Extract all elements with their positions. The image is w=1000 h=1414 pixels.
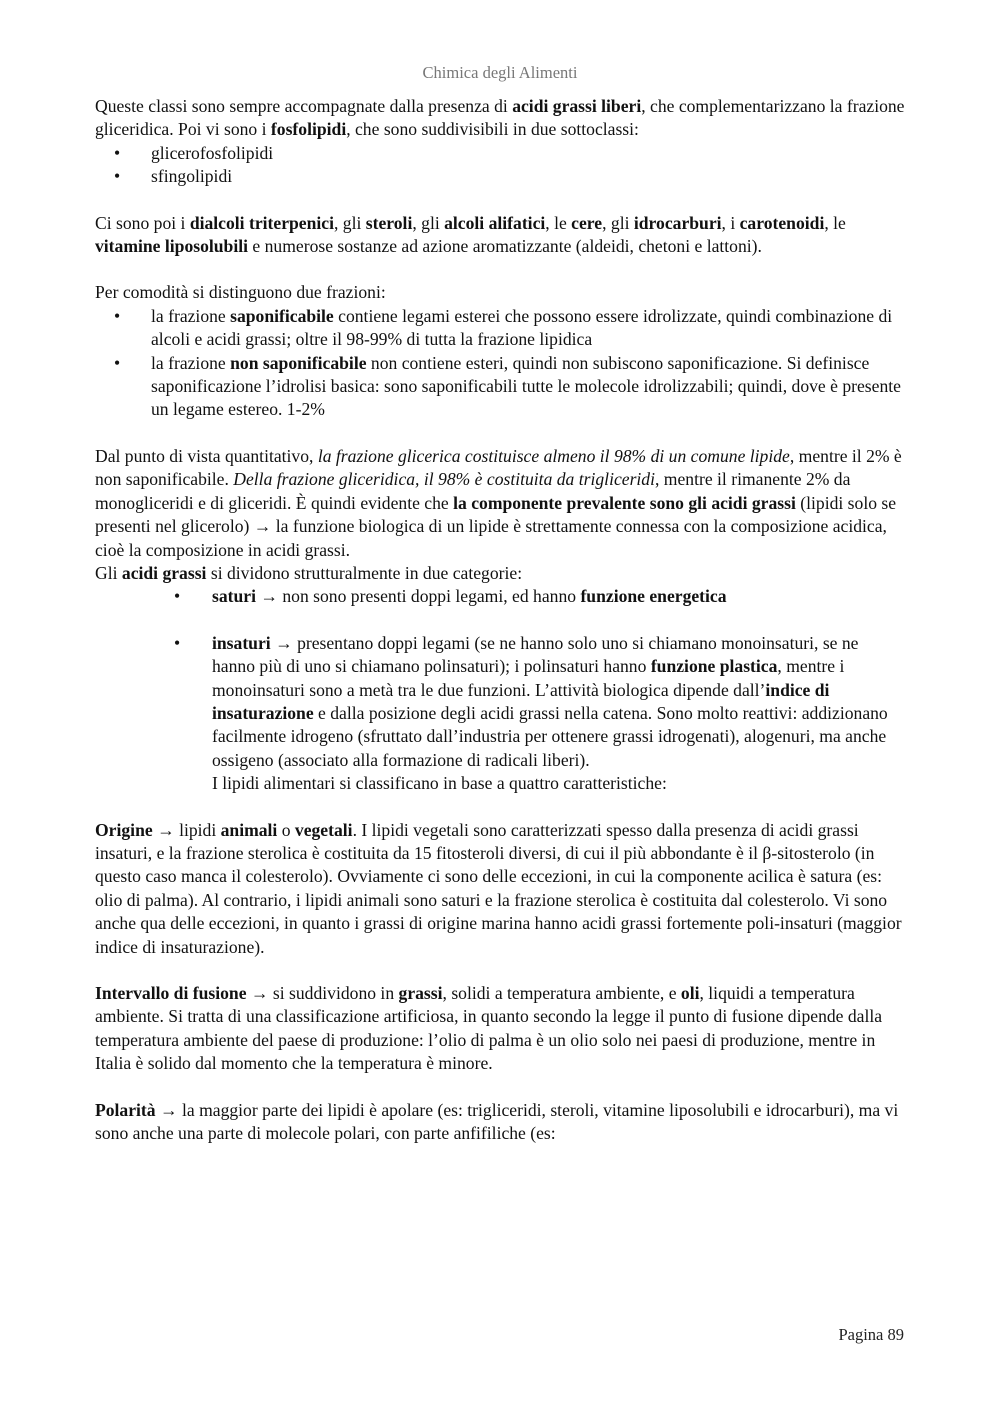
bold-term: cere [571, 212, 603, 233]
bold-term: vitamine liposolubili [95, 236, 249, 257]
bold-term: acidi grassi [121, 562, 207, 583]
paragraph-fatty-acids [95, 562, 905, 585]
bold-term: dialcoli triterpenici [189, 212, 334, 233]
bold-term: saturi [212, 586, 256, 607]
bold-term: indice di insaturazione [212, 679, 830, 723]
list-item [95, 352, 905, 422]
paragraph-polarity [95, 1099, 905, 1146]
spacer [95, 1076, 905, 1099]
text-span: . I lipidi vegetali sono caratterizzati spesso dalla presenza di acidi grassi insaturi, e la frazione sterolica è costituita da 15 fitosteroli diversi, di cui il più abbondante è il β-sitosterolo (in questo caso manca il colesterolo). Ovviamente ci sono delle eccezioni, in cui la componente acilica è satura (es: olio di palma). Al contrario, i lipidi animali sono saturi e la frazione sterolica è costituita dal colesterolo. Vi sono anche qua delle eccezioni, in quanto i grassi di origine marina hanno acidi grassi fortemente poli-insaturi (maggior indice di insaturazione). [95, 819, 902, 957]
list-item [95, 305, 905, 352]
list-item: • glicerofosfolipidi [95, 142, 905, 165]
bold-term: alcoli alifatici [444, 212, 546, 233]
italic-phrase: la frazione glicerica costituisce almeno il 98% di un comune lipide [317, 445, 790, 466]
text-span: → lipidi [152, 819, 221, 840]
bold-term: carotenoidi [739, 212, 825, 233]
spacer [95, 796, 905, 819]
text-span: la frazione [151, 352, 231, 373]
text-span: e dalla posizione degli acidi grassi nella catena. Sono molto reattivi: addizionano facilmente idrogeno (sfruttato dall’industria per ottenere grassi idrogenati), alogenuri, ma anche ossigeno (associato alla formazione di radicali liberi). [212, 702, 888, 770]
text-span: → si suddividono in [246, 983, 399, 1003]
bold-term: funzione energetica [580, 586, 727, 607]
paragraph-classification-intro: I lipidi alimentari si classificano in base a quattro caratteristiche: [212, 773, 667, 794]
text-span: , liquidi a temperatura ambiente. Si tratta di una classificazione artificiosa, in quanto secondo la legge il punto di fusione dipende dalla temperatura ambiente del paese di produzione: l’olio di palma è un olio solo nei paesi di produzione, mentre in Italia è solido dal momento che la temperatura è minore. [95, 983, 883, 1074]
bold-term: acidi grassi liberi [512, 96, 642, 116]
fatty-acid-categories-list [95, 585, 905, 608]
text-span: non contiene esteri, quindi non subiscono saponificazione. Si definisce saponificazione l’idrolisi basica: sono saponificabili tutte le molecole idrolizzabili; quindi, dove è presente un legame estereo. 1-2% [151, 352, 901, 420]
bold-term: saponificabile [230, 305, 334, 326]
phospholipid-subclass-list [95, 142, 905, 189]
text-span: , le [824, 212, 846, 233]
spacer [95, 422, 905, 445]
paragraph-melting-range [95, 982, 905, 1076]
text-span: , che complementarizzano la frazione gliceridica. Poi vi sono i [95, 96, 905, 140]
paragraph-intro [95, 95, 905, 142]
spacer [95, 189, 905, 212]
bold-term: oli [680, 983, 700, 1003]
text-span: , gli [412, 212, 445, 233]
bold-term: steroli [365, 212, 413, 233]
text-span: (lipidi solo se presenti nel glicerolo) → la funzione biologica di un lipide è strettamente connessa con la composizione acidica, cioè la composizione in acidi grassi. [95, 492, 897, 560]
text-span: , mentre il 2% è non saponificabile. [95, 445, 902, 490]
bold-term: animali [220, 819, 278, 840]
page-body [95, 95, 905, 1145]
text-span: , mentre i monoinsaturi sono a metà tra le due funzioni. L’attività biologica dipende dall’ [212, 656, 845, 700]
list-item [95, 632, 905, 772]
list-item: • sfingolipidi [95, 165, 905, 188]
text-span: la frazione [151, 305, 231, 326]
page-number: Pagina 89 [838, 1325, 904, 1344]
bold-term: fosfolipidi [270, 119, 347, 140]
paragraph-fractions-intro: Per comodità si distinguono due frazioni: [95, 282, 386, 303]
text-span: , gli [333, 212, 366, 233]
list-item [95, 585, 905, 608]
text-span: Ci sono poi i [95, 212, 190, 233]
bold-term: vegetali [294, 819, 353, 840]
bold-term: Intervallo di fusione [95, 983, 247, 1003]
text-span: , gli [602, 212, 634, 233]
bold-term: non saponificabile [230, 352, 367, 373]
text-span: Gli [95, 562, 122, 583]
bold-term: idrocarburi [633, 212, 722, 233]
bold-term: la componente prevalente sono gli acidi grassi [453, 492, 796, 513]
bold-term: grassi [398, 983, 443, 1003]
bold-term: insaturi [212, 632, 271, 653]
text-span: e numerose sostanze ad azione aromatizzante (aldeidi, chetoni e lattoni). [248, 236, 762, 257]
text-span: , mentre il rimanente 2% da monogliceridi e di gliceridi. È quindi evidente che [95, 469, 851, 513]
fractions-list [95, 305, 905, 422]
bold-term: Origine [95, 819, 153, 840]
text-span: , solidi a temperatura ambiente, e [442, 983, 681, 1003]
page-header: Chimica degli Alimenti [422, 63, 578, 82]
bold-term: Polarità [95, 1099, 156, 1120]
paragraph-other-components [95, 212, 905, 259]
text-span: , le [545, 212, 572, 233]
spacer [95, 959, 905, 982]
text-span: , i [721, 212, 740, 233]
text-span: Dal punto di vista quantitativo, [95, 445, 318, 466]
text-span: , che sono suddivisibili in due sottoclassi: [346, 119, 639, 140]
paragraph-quantitative [95, 445, 905, 562]
text-span: → la maggior parte dei lipidi è apolare (es: trigliceridi, steroli, vitamine liposolubili e idrocarburi), ma vi sono anche una parte di molecole polari, con parte anfifiliche (es: [95, 1099, 899, 1144]
bold-term: funzione plastica [650, 656, 778, 677]
text-span: → non sono presenti doppi legami, ed hanno [255, 586, 581, 607]
italic-phrase: Della frazione gliceridica, il 98% è costituita da trigliceridi [233, 469, 655, 490]
text-span: contiene legami esterei che possono essere idrolizzate, quindi combinazione di alcoli e acidi grassi; oltre il 98-99% di tutta la frazione lipidica [151, 305, 893, 350]
spacer [95, 609, 905, 632]
fatty-acid-categories-list-cont [95, 632, 905, 772]
text-span: Queste classi sono sempre accompagnate dalla presenza di [95, 96, 513, 116]
spacer [95, 258, 905, 281]
text-span: → presentano doppi legami (se ne hanno solo uno si chiamano monoinsaturi, se ne hanno più di uno si chiamano polinsaturi); i polinsaturi hanno [212, 632, 859, 677]
text-span: si dividono strutturalmente in due categorie: [206, 562, 523, 583]
paragraph-origin [95, 819, 905, 959]
text-span: o [277, 819, 295, 840]
